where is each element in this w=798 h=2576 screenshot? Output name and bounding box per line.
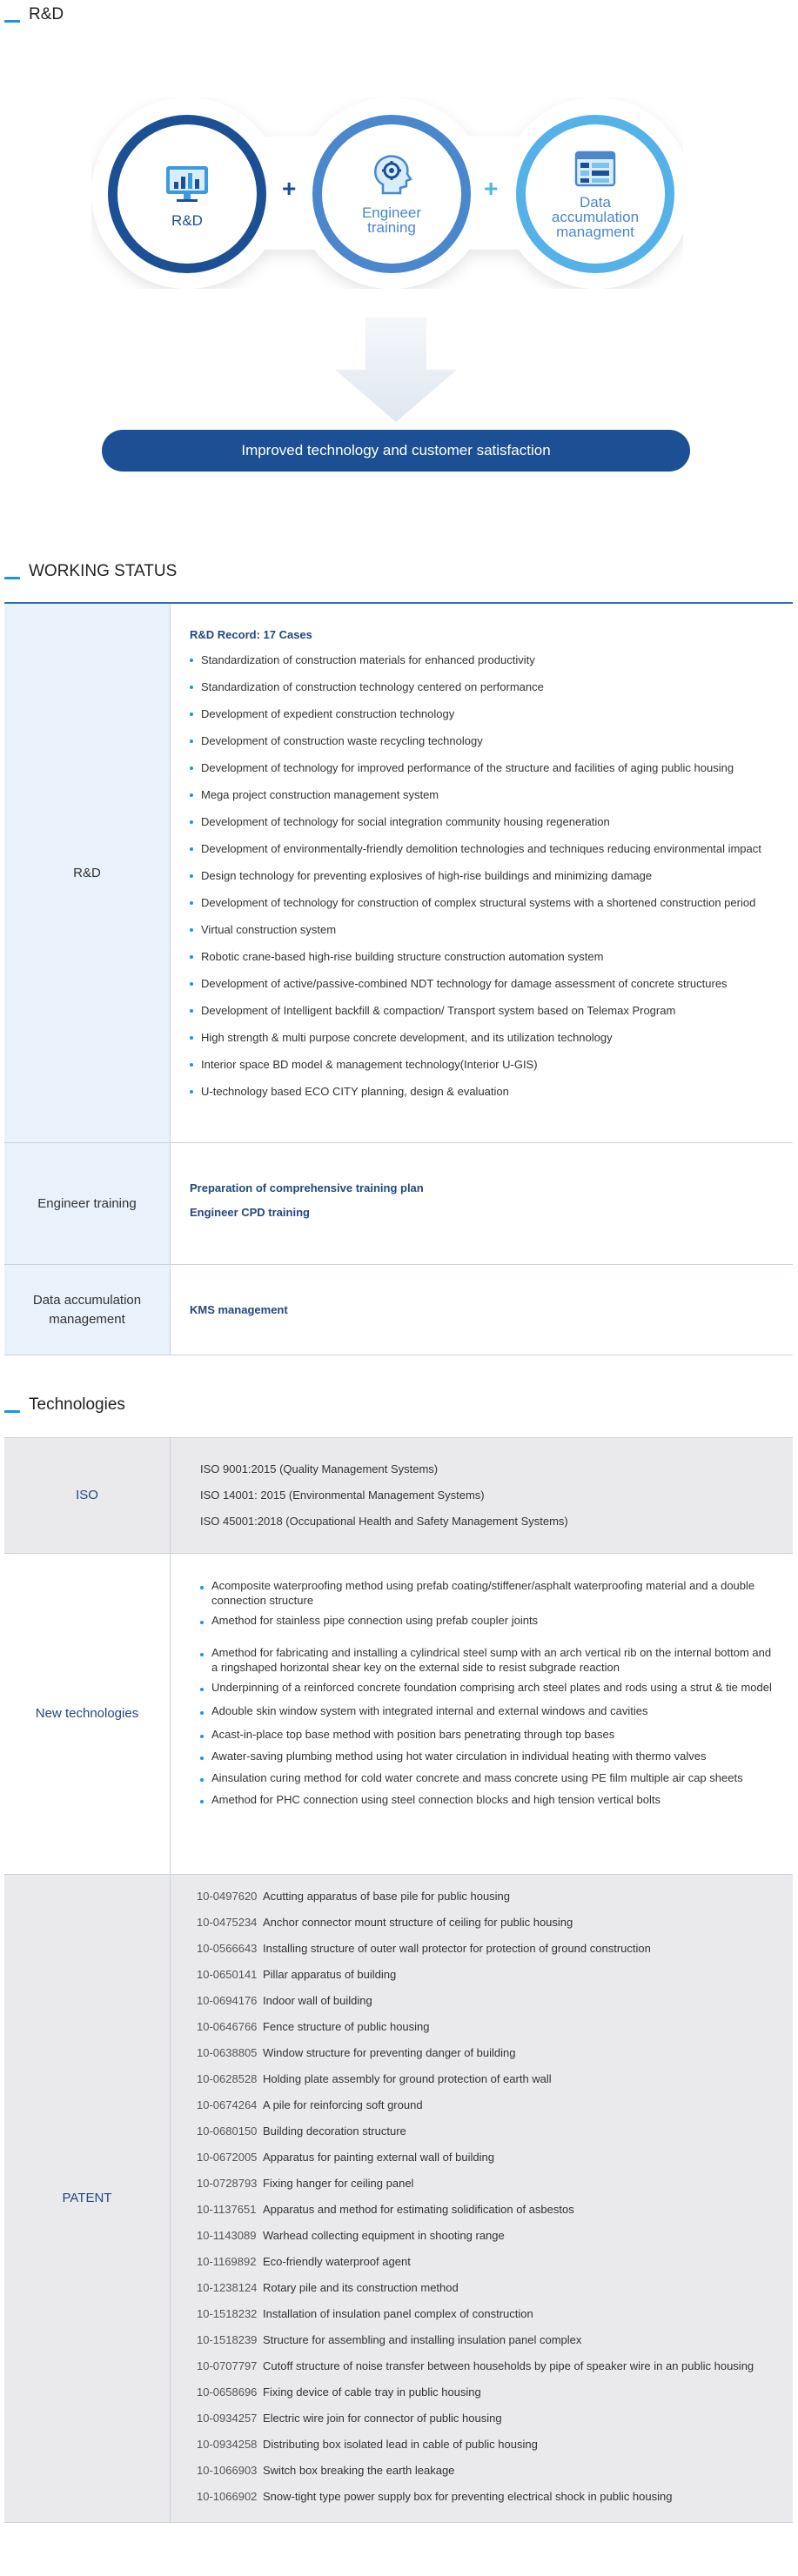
row-body-new-technologies — [170, 1554, 793, 1874]
patent-item — [197, 2432, 793, 2458]
new-technology-item: Acomposite waterproofing method using prefab coating/stiffener/asphalt waterproofing material and a double connection structure — [200, 1578, 775, 1608]
patent-title: Warhead collecting equipment in shooting range — [263, 2229, 505, 2242]
patent-number: 10-0658696 — [197, 2385, 258, 2399]
patent-number: 10-1518239 — [197, 2333, 258, 2346]
patent-title: Acutting apparatus of base pile for public housing — [263, 1890, 511, 1903]
rd-record-item: Development of technology for social integration community housing regeneration — [190, 808, 793, 835]
patent-item — [197, 2327, 793, 2353]
new-technology-item: Acast-in-place top base method with position bars penetrating through top bases — [200, 1727, 775, 1742]
new-technology-item: Amethod for PHC connection using steel connection blocks and high tension vertical bolts — [200, 1792, 775, 1807]
patent-number: 10-0646766 — [197, 2020, 258, 2033]
table-row-patent — [4, 1875, 793, 2523]
patent-title: Electric wire join for connector of public housing — [263, 2412, 502, 2425]
patent-item — [197, 2118, 793, 2144]
rd-record-item: Standardization of construction materials for enhanced productivity — [190, 646, 793, 673]
patent-item — [197, 2249, 793, 2275]
technologies-table — [4, 1437, 793, 2523]
patent-item — [197, 1910, 793, 1936]
rd-section-title: R&D — [29, 5, 64, 23]
heading-accent-bar — [4, 1410, 20, 1413]
rd-record-item: Standardization of construction technology centered on performance — [190, 673, 793, 700]
rd-record-item: Virtual construction system — [190, 916, 793, 943]
plus-sign: + — [282, 175, 297, 202]
rd-record-item: Design technology for preventing explosives of high-rise buildings and minimizing damage — [190, 862, 793, 889]
patent-title: Fixing device of cable tray in public housing — [263, 2385, 481, 2399]
patent-title: Installation of insulation panel complex of construction — [263, 2307, 533, 2320]
rd-record-item: Robotic crane-based high-rise building structure construction automation system — [190, 943, 793, 970]
working-status-heading — [4, 557, 177, 581]
patent-title: Indoor wall of building — [263, 1994, 372, 2007]
chart-monitor-icon — [163, 161, 211, 204]
technologies-heading — [4, 1390, 125, 1415]
patent-title: Apparatus and method for estimating solidification of asbestos — [263, 2203, 574, 2216]
patent-number: 10-1238124 — [197, 2281, 258, 2294]
row-head-iso: ISO — [4, 1438, 170, 1553]
data-grid-icon — [571, 150, 620, 190]
patent-title: Snow-tight type power supply box for preventing electrical shock in public housing — [263, 2490, 673, 2503]
heading-accent-bar — [4, 577, 20, 579]
patent-item — [197, 2379, 793, 2405]
patent-number: 10-0475234 — [197, 1916, 258, 1929]
new-technologies-list — [200, 1578, 775, 1807]
patent-number: 10-0934257 — [197, 2412, 258, 2425]
patent-number: 10-0707797 — [197, 2359, 258, 2372]
iso-item: ISO 45001:2018 (Occupational Health and Safety Management Systems) — [200, 1515, 568, 1528]
patent-number: 10-1066902 — [197, 2490, 258, 2503]
patent-title: Window structure for preventing danger of building — [263, 2046, 516, 2059]
rd-circle-label: R&D — [171, 211, 203, 229]
patent-item — [197, 2405, 793, 2432]
row-head-data-accumulation: Data accumulation management — [4, 1265, 170, 1355]
rd-record-item: Development of construction waste recycling technology — [190, 727, 793, 754]
patent-item — [197, 2040, 793, 2066]
patent-number: 10-1137651 — [197, 2203, 257, 2216]
patent-title: Anchor connector mount structure of ceiling for public housing — [263, 1916, 573, 1929]
patent-item — [197, 2144, 793, 2171]
patent-title: Rotary pile and its construction method — [263, 2281, 459, 2294]
iso-item: ISO 14001: 2015 (Environmental Management Systems) — [200, 1489, 485, 1502]
patent-list — [170, 1875, 793, 2522]
patent-number: 10-0674264 — [197, 2098, 258, 2111]
rd-diagram — [0, 0, 798, 487]
patent-title: Eco-friendly waterproof agent — [263, 2255, 411, 2268]
down-arrow-icon — [335, 318, 457, 422]
rd-record-item: U-technology based ECO CITY planning, design & evaluation — [190, 1078, 793, 1105]
patent-number: 10-1066903 — [197, 2464, 258, 2477]
patent-item — [197, 1962, 793, 1988]
row-body-iso — [170, 1438, 793, 1553]
working-status-title: WORKING STATUS — [29, 562, 178, 580]
data-management-circle — [516, 115, 674, 273]
rd-record-item: Interior space BD model & management technology(Interior U-GIS) — [190, 1051, 793, 1078]
rd-record-item: Development of technology for improved performance of the structure and facilities of aging public housing — [190, 754, 793, 781]
plus-sign: + — [484, 175, 499, 202]
patent-item — [197, 2458, 793, 2484]
result-banner: Improved technology and customer satisfaction — [102, 430, 690, 472]
row-body-engineer-training — [170, 1143, 793, 1264]
table-row-new-technologies — [4, 1554, 793, 1875]
patent-item — [197, 1883, 793, 1910]
patent-number: 10-0650141 — [197, 1968, 258, 1981]
rd-record-title: R&D Record: 17 Cases — [190, 628, 312, 641]
patent-item — [197, 2484, 793, 2510]
working-status-table — [4, 602, 793, 1355]
new-technology-item: Underpinning of a reinforced concrete foundation comprising arch steel plates and rods using a strut & tie model — [200, 1680, 775, 1695]
patent-number: 10-0672005 — [197, 2151, 258, 2164]
patent-number: 10-0680150 — [197, 2124, 258, 2138]
training-item: Engineer CPD training — [190, 1206, 310, 1219]
patent-number: 10-0628528 — [197, 2072, 258, 2085]
patent-title: Building decoration structure — [263, 2124, 406, 2138]
rd-circle — [108, 115, 266, 273]
patent-item — [197, 2301, 793, 2327]
rd-record-item: Development of Intelligent backfill & compaction/ Transport system based on Telemax Program — [190, 997, 793, 1024]
patent-number: 10-1143089 — [197, 2229, 257, 2242]
data-item: KMS management — [190, 1303, 288, 1316]
new-technology-item: Adouble skin window system with integrated internal and external windows and cavities — [200, 1703, 775, 1718]
engineer-training-circle-label: Engineer training — [361, 204, 422, 236]
table-row-rd — [4, 604, 793, 1143]
rd-record-list — [190, 646, 793, 1105]
patent-item — [197, 2275, 793, 2301]
table-row-data-accumulation — [4, 1265, 793, 1355]
patent-title: Distributing box isolated lead in cable of public housing — [263, 2438, 538, 2451]
patent-title: Installing structure of outer wall protector for protection of ground construction — [263, 1942, 651, 1955]
row-head-new-technologies: New technologies — [4, 1554, 170, 1874]
rd-record-item: Development of expedient construction technology — [190, 700, 793, 727]
patent-title: A pile for reinforcing soft ground — [263, 2098, 423, 2111]
training-item: Preparation of comprehensive training plan — [190, 1181, 424, 1194]
patent-number: 10-0497620 — [197, 1890, 258, 1903]
patent-title: Fence structure of public housing — [263, 2020, 430, 2033]
patent-number: 10-0566643 — [197, 1942, 258, 1955]
rd-record-item: Development of technology for construction of complex structural systems with a shortened construction period — [190, 889, 793, 916]
patent-number: 10-1169892 — [197, 2255, 257, 2268]
row-body-data-accumulation — [170, 1265, 793, 1355]
table-row-iso — [4, 1438, 793, 1554]
row-head-patent: PATENT — [4, 1875, 170, 2522]
table-row-engineer-training — [4, 1143, 793, 1265]
patent-title: Switch box breaking the earth leakage — [263, 2464, 455, 2477]
rd-record-item: High strength & multi purpose concrete development, and its utilization technology — [190, 1024, 793, 1051]
head-gear-icon — [367, 153, 416, 197]
new-technology-item: Ainsulation curing method for cold water concrete and mass concrete using PE film multiple air cap sheets — [200, 1770, 775, 1785]
patent-title: Apparatus for painting external wall of building — [263, 2151, 494, 2164]
new-technology-item: Amethod for stainless pipe connection using prefab coupler joints — [200, 1613, 775, 1628]
engineer-training-circle — [312, 115, 471, 273]
rd-record-item: Mega project construction management system — [190, 781, 793, 808]
patent-item — [197, 2197, 793, 2223]
new-technology-item: Awater-saving plumbing method using hot water circulation in individual heating with thermo valves — [200, 1749, 775, 1763]
patent-title: Holding plate assembly for ground protection of earth wall — [263, 2072, 552, 2085]
patent-title: Cutoff structure of noise transfer between households by pipe of speaker wire in an public housing — [263, 2359, 754, 2372]
new-technology-item: Amethod for fabricating and installing a cylindrical steel sump with an arch vertical rib on the internal bottom and a ringshaped horizontal shear key on the external side to resist subgrade reaction — [200, 1645, 775, 1675]
rd-record-item: Development of active/passive-combined NDT technology for damage assessment of concrete structures — [190, 970, 793, 997]
patent-number: 10-0638805 — [197, 2046, 258, 2059]
patent-title: Fixing hanger for ceiling panel — [263, 2177, 414, 2190]
iso-item: ISO 9001:2015 (Quality Management Systems) — [200, 1462, 439, 1475]
patent-number: 10-0728793 — [197, 2177, 258, 2190]
patent-item — [197, 2066, 793, 2092]
row-body-rd — [170, 604, 793, 1142]
row-head-rd: R&D — [4, 604, 170, 1142]
row-head-engineer-training: Engineer training — [4, 1143, 170, 1264]
patent-title: Pillar apparatus of building — [263, 1968, 397, 1981]
patent-item — [197, 1936, 793, 1962]
patent-item — [197, 2353, 793, 2379]
patent-item — [197, 2014, 793, 2040]
data-management-circle-label: Data accumulation managment — [551, 193, 640, 240]
patent-number: 10-0694176 — [197, 1994, 258, 2007]
rd-record-item: Development of environmentally-friendly demolition technologies and techniques reducing environmental impact — [190, 835, 793, 862]
patent-title: Structure for assembling and installing insulation panel complex — [263, 2333, 582, 2346]
technologies-title: Technologies — [29, 1395, 125, 1414]
patent-number: 10-0934258 — [197, 2438, 258, 2451]
patent-number: 10-1518232 — [197, 2307, 258, 2320]
patent-item — [197, 2092, 793, 2118]
patent-item — [197, 2171, 793, 2197]
patent-item — [197, 2223, 793, 2249]
patent-item — [197, 1988, 793, 2014]
